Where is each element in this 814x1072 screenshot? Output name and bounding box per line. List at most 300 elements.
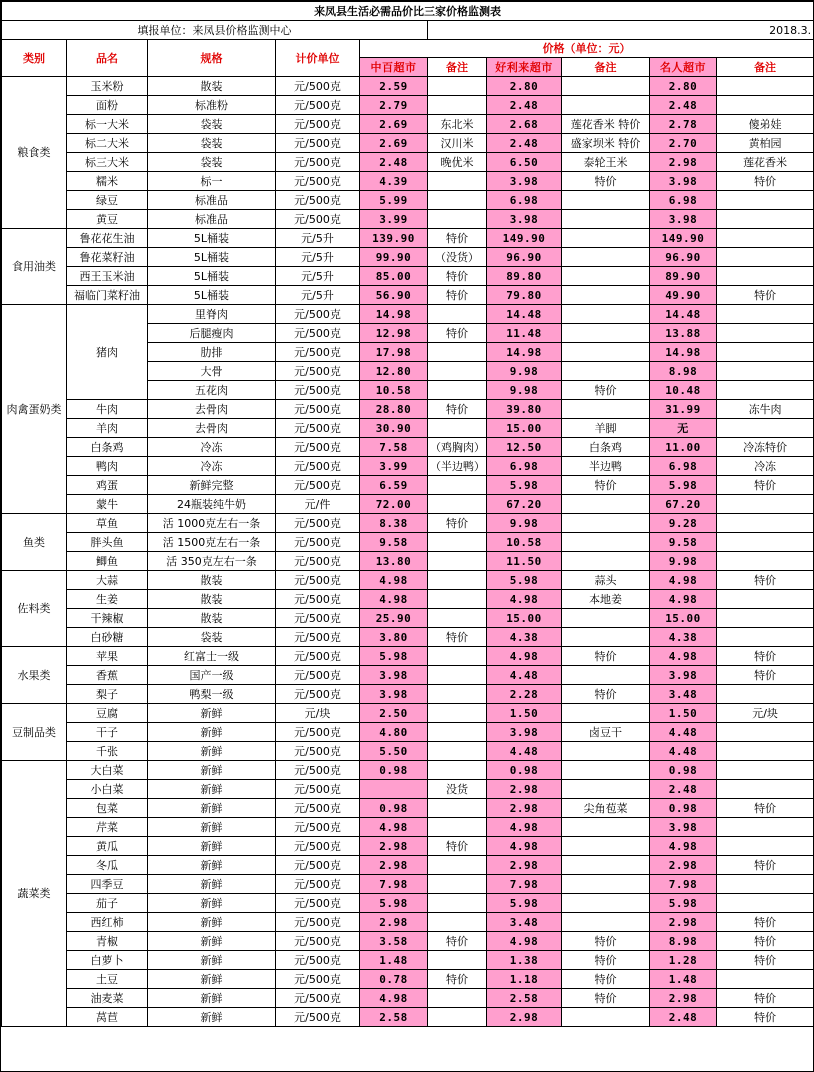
note-mingren [717,552,814,571]
note-haolilai [562,1008,650,1027]
price-mingren: 4.38 [650,628,717,647]
note-mingren: 特价 [717,647,814,666]
price-zhongbai: 2.69 [360,134,428,153]
note-mingren: 冻牛肉 [717,400,814,419]
price-haolilai: 5.98 [487,894,562,913]
item-spec: 新鲜 [148,723,276,742]
table-row [2,913,814,932]
item-name: 生姜 [67,590,148,609]
item-name: 豆腐 [67,704,148,723]
item-unit: 元/500克 [276,1008,360,1027]
item-spec: 5L桶装 [148,267,276,286]
note-mingren [717,533,814,552]
note-mingren [717,685,814,704]
header-category: 类别 [2,40,67,77]
item-name: 四季豆 [67,875,148,894]
reporting-unit: 填报单位：来凤县价格监测中心 [2,21,428,40]
note-haolilai [562,761,650,780]
note-haolilai [562,837,650,856]
price-zhongbai: 2.98 [360,837,428,856]
item-unit: 元/500克 [276,723,360,742]
price-haolilai: 4.48 [487,666,562,685]
note-haolilai: 蒜头 [562,571,650,590]
price-haolilai: 4.98 [487,837,562,856]
item-unit: 元/500克 [276,685,360,704]
price-zhongbai: 0.98 [360,799,428,818]
item-spec: 5L桶装 [148,286,276,305]
price-haolilai: 4.98 [487,818,562,837]
item-name: 大白菜 [67,761,148,780]
item-spec: 里脊肉 [148,305,276,324]
note-haolilai: 本地姜 [562,590,650,609]
price-mingren: 9.58 [650,533,717,552]
price-mingren: 96.90 [650,248,717,267]
note-haolilai [562,609,650,628]
item-name: 鲁花菜籽油 [67,248,148,267]
note-zhongbai [428,609,487,628]
note-mingren [717,761,814,780]
price-mingren: 5.98 [650,894,717,913]
note-haolilai [562,362,650,381]
price-haolilai: 9.98 [487,362,562,381]
price-zhongbai: 2.58 [360,1008,428,1027]
item-spec: 肋排 [148,343,276,362]
item-spec: 新鲜 [148,970,276,989]
table-row [2,989,814,1008]
category-cell: 佐料类 [2,571,67,647]
note-zhongbai [428,305,487,324]
price-mingren: 8.98 [650,932,717,951]
note-haolilai: 特价 [562,476,650,495]
note-haolilai [562,666,650,685]
price-zhongbai: 10.58 [360,381,428,400]
note-zhongbai [428,533,487,552]
item-spec: 新鲜 [148,989,276,1008]
item-unit: 元/500克 [276,913,360,932]
header-store-haolilai: 好利来超市 [487,58,562,77]
note-zhongbai: 特价 [428,400,487,419]
table-row [2,210,814,229]
note-haolilai [562,495,650,514]
item-unit: 元/5升 [276,286,360,305]
note-haolilai [562,704,650,723]
item-spec: 5L桶装 [148,229,276,248]
note-haolilai: 白条鸡 [562,438,650,457]
item-unit: 元/件 [276,495,360,514]
note-haolilai [562,552,650,571]
item-unit: 元/500克 [276,457,360,476]
price-haolilai: 3.98 [487,210,562,229]
note-mingren [717,894,814,913]
price-mingren: 3.98 [650,666,717,685]
table-row [2,875,814,894]
note-haolilai [562,305,650,324]
item-unit: 元/500克 [276,96,360,115]
price-zhongbai: 72.00 [360,495,428,514]
price-mingren: 5.98 [650,476,717,495]
note-zhongbai: 特价 [428,932,487,951]
price-zhongbai: 2.59 [360,77,428,96]
note-zhongbai [428,875,487,894]
price-mingren: 2.48 [650,780,717,799]
note-mingren: 特价 [717,1008,814,1027]
price-mingren: 0.98 [650,799,717,818]
price-zhongbai: 99.90 [360,248,428,267]
item-unit: 元/5升 [276,229,360,248]
item-unit: 元/500克 [276,571,360,590]
price-mingren: 7.98 [650,875,717,894]
table-row [2,514,814,533]
item-spec: 袋装 [148,628,276,647]
price-haolilai: 1.18 [487,970,562,989]
table-row [2,134,814,153]
price-zhongbai: 25.90 [360,609,428,628]
item-unit: 元/500克 [276,780,360,799]
table-row [2,647,814,666]
price-haolilai: 1.38 [487,951,562,970]
price-mingren: 2.80 [650,77,717,96]
price-mingren: 2.98 [650,989,717,1008]
table-row [2,666,814,685]
price-mingren: 4.48 [650,742,717,761]
table-row [2,172,814,191]
note-zhongbai: 特价 [428,267,487,286]
item-spec: 鸭梨一级 [148,685,276,704]
price-zhongbai: 17.98 [360,343,428,362]
item-unit: 元/500克 [276,343,360,362]
note-haolilai [562,514,650,533]
table-row [2,951,814,970]
price-haolilai: 14.98 [487,343,562,362]
price-table [1,1,814,1027]
note-haolilai [562,77,650,96]
item-spec: 24瓶装纯牛奶 [148,495,276,514]
note-haolilai [562,248,650,267]
price-haolilai: 3.48 [487,913,562,932]
item-name: 土豆 [67,970,148,989]
note-haolilai [562,191,650,210]
note-zhongbai [428,818,487,837]
item-unit: 元/500克 [276,989,360,1008]
note-mingren [717,970,814,989]
table-row [2,742,814,761]
note-mingren [717,837,814,856]
note-mingren: 特价 [717,856,814,875]
item-spec: 新鲜 [148,761,276,780]
note-mingren: 特价 [717,476,814,495]
price-haolilai: 9.98 [487,514,562,533]
item-spec: 袋装 [148,115,276,134]
note-haolilai [562,286,650,305]
item-spec: 散装 [148,590,276,609]
item-spec: 新鲜 [148,913,276,932]
note-mingren [717,419,814,438]
note-zhongbai: 汉川米 [428,134,487,153]
note-mingren: 特价 [717,571,814,590]
price-mingren: 1.28 [650,951,717,970]
price-mingren: 6.98 [650,457,717,476]
item-name: 羊肉 [67,419,148,438]
table-row [2,191,814,210]
note-zhongbai [428,723,487,742]
table-row [2,267,814,286]
note-zhongbai: 特价 [428,286,487,305]
price-zhongbai: 3.98 [360,666,428,685]
note-zhongbai [428,951,487,970]
item-unit: 元/500克 [276,932,360,951]
price-mingren: 6.98 [650,191,717,210]
item-name: 标二大米 [67,134,148,153]
note-zhongbai [428,685,487,704]
note-haolilai: 特价 [562,951,650,970]
note-mingren [717,96,814,115]
price-haolilai: 2.98 [487,799,562,818]
note-zhongbai [428,761,487,780]
note-haolilai [562,818,650,837]
category-cell: 鱼类 [2,514,67,571]
price-zhongbai: 13.80 [360,552,428,571]
note-haolilai: 尖角苞菜 [562,799,650,818]
note-zhongbai: 特价 [428,324,487,343]
note-haolilai [562,628,650,647]
item-spec: 新鲜 [148,837,276,856]
note-zhongbai [428,590,487,609]
item-unit: 元/500克 [276,514,360,533]
report-date: 2018.3. [428,21,814,40]
price-haolilai: 3.98 [487,723,562,742]
header-unit: 计价单位 [276,40,360,77]
price-haolilai: 1.50 [487,704,562,723]
note-mingren [717,818,814,837]
note-haolilai: 卤豆干 [562,723,650,742]
item-spec: 去骨肉 [148,400,276,419]
price-mingren: 4.98 [650,571,717,590]
note-haolilai: 半边鸭 [562,457,650,476]
price-mingren: 0.98 [650,761,717,780]
table-row [2,609,814,628]
item-unit: 元/500克 [276,191,360,210]
price-zhongbai: 7.98 [360,875,428,894]
note-mingren [717,77,814,96]
price-mingren: 3.98 [650,818,717,837]
item-unit: 元/500克 [276,115,360,134]
price-haolilai: 5.98 [487,476,562,495]
table-row [2,153,814,172]
item-unit: 元/500克 [276,590,360,609]
item-spec: 标准品 [148,210,276,229]
item-unit: 元/500克 [276,153,360,172]
price-haolilai: 96.90 [487,248,562,267]
note-zhongbai [428,343,487,362]
price-haolilai: 9.98 [487,381,562,400]
note-zhongbai [428,381,487,400]
item-spec: 新鲜完整 [148,476,276,495]
price-mingren: 14.98 [650,343,717,362]
price-haolilai: 15.00 [487,609,562,628]
note-zhongbai: （半边鸭） [428,457,487,476]
note-mingren: 冷冻 [717,457,814,476]
note-zhongbai [428,742,487,761]
price-zhongbai: 4.98 [360,989,428,1008]
price-haolilai: 2.98 [487,856,562,875]
note-mingren: 特价 [717,989,814,1008]
item-unit: 元/500克 [276,799,360,818]
item-name: 牛肉 [67,400,148,419]
price-mingren: 13.88 [650,324,717,343]
note-zhongbai [428,210,487,229]
note-zhongbai [428,419,487,438]
note-mingren: 傻弟娃 [717,115,814,134]
item-name: 黄瓜 [67,837,148,856]
table-row [2,476,814,495]
price-zhongbai: 3.58 [360,932,428,951]
note-mingren: 特价 [717,172,814,191]
note-zhongbai [428,552,487,571]
price-mingren: 2.70 [650,134,717,153]
note-zhongbai [428,856,487,875]
price-mingren: 3.48 [650,685,717,704]
note-zhongbai [428,96,487,115]
price-haolilai: 5.98 [487,571,562,590]
table-row [2,495,814,514]
price-mingren: 3.98 [650,172,717,191]
header-spec: 规格 [148,40,276,77]
item-name: 青椒 [67,932,148,951]
price-mingren: 2.48 [650,1008,717,1027]
table-row [2,533,814,552]
table-row [2,685,814,704]
price-mingren: 31.99 [650,400,717,419]
table-row [2,932,814,951]
table-row [2,229,814,248]
price-haolilai: 2.48 [487,134,562,153]
item-name: 千张 [67,742,148,761]
item-unit: 元/500克 [276,419,360,438]
note-zhongbai: 特价 [428,628,487,647]
note-haolilai [562,267,650,286]
header-store-zhongbai: 中百超市 [360,58,428,77]
note-mingren: 莲花香米 [717,153,814,172]
item-name: 黄豆 [67,210,148,229]
item-unit: 元/500克 [276,628,360,647]
price-zhongbai: 4.39 [360,172,428,191]
price-mingren: 2.98 [650,856,717,875]
item-unit: 元/500克 [276,438,360,457]
price-mingren: 89.90 [650,267,717,286]
category-cell: 粮食类 [2,77,67,229]
price-zhongbai: 5.98 [360,894,428,913]
note-haolilai: 盛家坝米 特价 [562,134,650,153]
price-haolilai: 2.68 [487,115,562,134]
item-name: 标一大米 [67,115,148,134]
table-row [2,590,814,609]
table-row [2,571,814,590]
price-mingren: 3.98 [650,210,717,229]
note-zhongbai: 特价 [428,514,487,533]
item-unit: 元/500克 [276,324,360,343]
note-haolilai [562,533,650,552]
price-zhongbai: 4.98 [360,590,428,609]
item-name: 玉米粉 [67,77,148,96]
price-zhongbai: 3.99 [360,457,428,476]
table-row [2,457,814,476]
price-mingren: 4.98 [650,837,717,856]
item-unit: 元/500克 [276,381,360,400]
item-unit: 元/500克 [276,875,360,894]
header-note-3: 备注 [717,58,814,77]
item-name: 白萝卜 [67,951,148,970]
item-spec: 新鲜 [148,856,276,875]
price-zhongbai: 6.59 [360,476,428,495]
item-spec: 活 1000克左右一条 [148,514,276,533]
header-note-2: 备注 [562,58,650,77]
price-haolilai: 4.48 [487,742,562,761]
note-mingren: 特价 [717,799,814,818]
table-row [2,970,814,989]
item-name: 猪肉 [67,305,148,400]
item-spec: 新鲜 [148,894,276,913]
note-mingren [717,780,814,799]
item-name: 标三大米 [67,153,148,172]
item-spec: 新鲜 [148,799,276,818]
price-zhongbai: 2.69 [360,115,428,134]
note-zhongbai: 特价 [428,229,487,248]
note-haolilai [562,324,650,343]
item-spec: 5L桶装 [148,248,276,267]
note-zhongbai: 没货 [428,780,487,799]
note-zhongbai [428,1008,487,1027]
price-zhongbai: 3.98 [360,685,428,704]
item-unit: 元/500克 [276,77,360,96]
price-zhongbai: 12.98 [360,324,428,343]
note-mingren [717,723,814,742]
table-row [2,723,814,742]
item-name: 鸡蛋 [67,476,148,495]
note-haolilai [562,894,650,913]
item-spec: 标一 [148,172,276,191]
price-haolilai: 4.98 [487,932,562,951]
item-unit: 元/500克 [276,210,360,229]
item-name: 干辣椒 [67,609,148,628]
item-name: 鲁花花生油 [67,229,148,248]
note-mingren [717,381,814,400]
price-mingren: 9.28 [650,514,717,533]
note-zhongbai: 特价 [428,970,487,989]
item-name: 包菜 [67,799,148,818]
price-zhongbai: 12.80 [360,362,428,381]
item-unit: 元/500克 [276,362,360,381]
price-haolilai: 39.80 [487,400,562,419]
price-mingren: 8.98 [650,362,717,381]
price-haolilai: 6.98 [487,457,562,476]
price-zhongbai: 2.79 [360,96,428,115]
item-unit: 元/500克 [276,666,360,685]
item-name: 芹菜 [67,818,148,837]
price-mingren: 9.98 [650,552,717,571]
price-mingren: 2.48 [650,96,717,115]
item-unit: 元/500克 [276,742,360,761]
price-haolilai: 0.98 [487,761,562,780]
item-name: 糯米 [67,172,148,191]
item-spec: 活 350克左右一条 [148,552,276,571]
price-zhongbai: 85.00 [360,267,428,286]
item-spec: 新鲜 [148,818,276,837]
note-mingren [717,609,814,628]
note-mingren: 特价 [717,913,814,932]
item-spec: 后腿瘦肉 [148,324,276,343]
note-mingren [717,495,814,514]
price-mingren: 4.98 [650,590,717,609]
